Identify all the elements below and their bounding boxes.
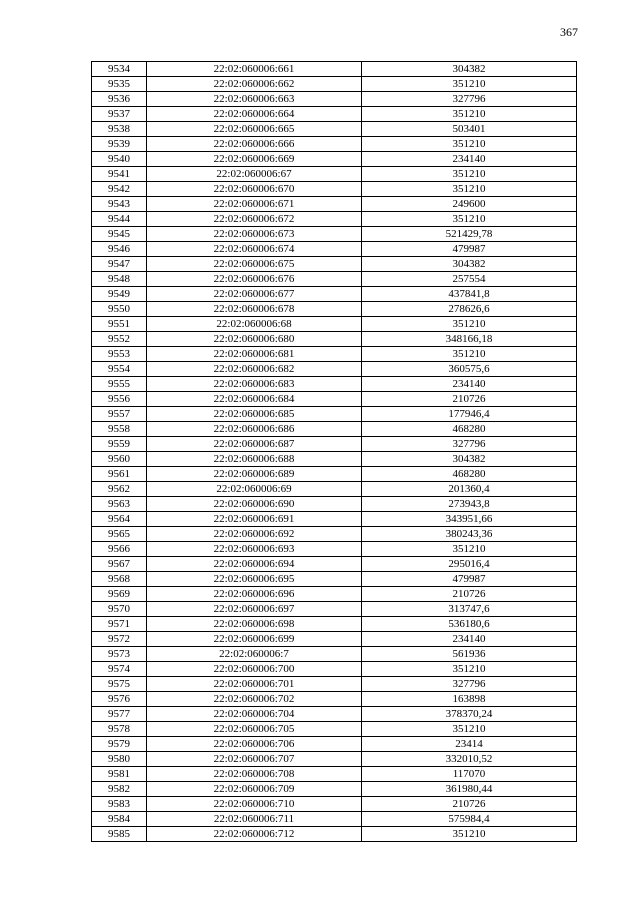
table-row xyxy=(92,167,577,182)
row-number-cell: 9556 xyxy=(92,392,147,407)
table-row xyxy=(92,212,577,227)
value-cell: 163898 xyxy=(362,692,577,707)
table-row xyxy=(92,332,577,347)
cadastral-number-cell: 22:02:060006:677 xyxy=(147,287,362,302)
cadastral-number-cell: 22:02:060006:674 xyxy=(147,242,362,257)
table-row xyxy=(92,722,577,737)
table-row xyxy=(92,197,577,212)
value-cell: 351210 xyxy=(362,167,577,182)
row-number-cell: 9565 xyxy=(92,527,147,542)
cadastral-number-cell: 22:02:060006:680 xyxy=(147,332,362,347)
cadastral-number-cell: 22:02:060006:661 xyxy=(147,62,362,77)
table-row xyxy=(92,692,577,707)
value-cell: 468280 xyxy=(362,467,577,482)
cadastral-number-cell: 22:02:060006:711 xyxy=(147,812,362,827)
table-row xyxy=(92,497,577,512)
table-row xyxy=(92,347,577,362)
row-number-cell: 9539 xyxy=(92,137,147,152)
cadastral-number-cell: 22:02:060006:681 xyxy=(147,347,362,362)
table-row xyxy=(92,512,577,527)
value-cell: 210726 xyxy=(362,392,577,407)
row-number-cell: 9574 xyxy=(92,662,147,677)
cadastral-number-cell: 22:02:060006:694 xyxy=(147,557,362,572)
value-cell: 327796 xyxy=(362,92,577,107)
cadastral-number-cell: 22:02:060006:68 xyxy=(147,317,362,332)
table-row xyxy=(92,392,577,407)
row-number-cell: 9563 xyxy=(92,497,147,512)
value-cell: 295016,4 xyxy=(362,557,577,572)
table-row xyxy=(92,782,577,797)
table-row xyxy=(92,137,577,152)
cadastral-number-cell: 22:02:060006:673 xyxy=(147,227,362,242)
cadastral-number-cell: 22:02:060006:686 xyxy=(147,422,362,437)
row-number-cell: 9575 xyxy=(92,677,147,692)
table-row xyxy=(92,812,577,827)
cadastral-number-cell: 22:02:060006:692 xyxy=(147,527,362,542)
cadastral-number-cell: 22:02:060006:671 xyxy=(147,197,362,212)
value-cell: 348166,18 xyxy=(362,332,577,347)
cadastral-number-cell: 22:02:060006:706 xyxy=(147,737,362,752)
value-cell: 561936 xyxy=(362,647,577,662)
row-number-cell: 9544 xyxy=(92,212,147,227)
row-number-cell: 9536 xyxy=(92,92,147,107)
cadastral-number-cell: 22:02:060006:670 xyxy=(147,182,362,197)
cadastral-number-cell: 22:02:060006:705 xyxy=(147,722,362,737)
table-row xyxy=(92,257,577,272)
row-number-cell: 9578 xyxy=(92,722,147,737)
table-row xyxy=(92,227,577,242)
value-cell: 351210 xyxy=(362,137,577,152)
cadastral-number-cell: 22:02:060006:67 xyxy=(147,167,362,182)
value-cell: 536180,6 xyxy=(362,617,577,632)
cadastral-number-cell: 22:02:060006:709 xyxy=(147,782,362,797)
row-number-cell: 9545 xyxy=(92,227,147,242)
table-row xyxy=(92,632,577,647)
value-cell: 257554 xyxy=(362,272,577,287)
row-number-cell: 9538 xyxy=(92,122,147,137)
value-cell: 327796 xyxy=(362,437,577,452)
row-number-cell: 9558 xyxy=(92,422,147,437)
row-number-cell: 9543 xyxy=(92,197,147,212)
table-row xyxy=(92,797,577,812)
row-number-cell: 9580 xyxy=(92,752,147,767)
row-number-cell: 9557 xyxy=(92,407,147,422)
row-number-cell: 9568 xyxy=(92,572,147,587)
cadastral-number-cell: 22:02:060006:704 xyxy=(147,707,362,722)
row-number-cell: 9573 xyxy=(92,647,147,662)
cadastral-number-cell: 22:02:060006:7 xyxy=(147,647,362,662)
table-row xyxy=(92,272,577,287)
cadastral-number-cell: 22:02:060006:672 xyxy=(147,212,362,227)
table-row xyxy=(92,737,577,752)
value-cell: 360575,6 xyxy=(362,362,577,377)
row-number-cell: 9577 xyxy=(92,707,147,722)
row-number-cell: 9540 xyxy=(92,152,147,167)
row-number-cell: 9553 xyxy=(92,347,147,362)
table-row xyxy=(92,527,577,542)
row-number-cell: 9546 xyxy=(92,242,147,257)
table-row xyxy=(92,557,577,572)
row-number-cell: 9559 xyxy=(92,437,147,452)
row-number-cell: 9550 xyxy=(92,302,147,317)
table-row xyxy=(92,122,577,137)
value-cell: 234140 xyxy=(362,632,577,647)
value-cell: 380243,36 xyxy=(362,527,577,542)
value-cell: 351210 xyxy=(362,77,577,92)
table-row xyxy=(92,287,577,302)
row-number-cell: 9582 xyxy=(92,782,147,797)
table-row xyxy=(92,62,577,77)
table-row xyxy=(92,467,577,482)
table-row xyxy=(92,572,577,587)
value-cell: 361980,44 xyxy=(362,782,577,797)
cadastral-number-cell: 22:02:060006:693 xyxy=(147,542,362,557)
cadastral-number-cell: 22:02:060006:690 xyxy=(147,497,362,512)
cadastral-number-cell: 22:02:060006:675 xyxy=(147,257,362,272)
cadastral-number-cell: 22:02:060006:710 xyxy=(147,797,362,812)
value-cell: 351210 xyxy=(362,107,577,122)
value-cell: 332010,52 xyxy=(362,752,577,767)
value-cell: 304382 xyxy=(362,452,577,467)
row-number-cell: 9581 xyxy=(92,767,147,782)
value-cell: 273943,8 xyxy=(362,497,577,512)
cadastral-number-cell: 22:02:060006:707 xyxy=(147,752,362,767)
value-cell: 351210 xyxy=(362,662,577,677)
page-number: 367 xyxy=(560,25,578,39)
row-number-cell: 9542 xyxy=(92,182,147,197)
value-cell: 378370,24 xyxy=(362,707,577,722)
table-row xyxy=(92,767,577,782)
value-cell: 468280 xyxy=(362,422,577,437)
cadastral-number-cell: 22:02:060006:69 xyxy=(147,482,362,497)
row-number-cell: 9567 xyxy=(92,557,147,572)
value-cell: 351210 xyxy=(362,347,577,362)
row-number-cell: 9551 xyxy=(92,317,147,332)
value-cell: 575984,4 xyxy=(362,812,577,827)
value-cell: 23414 xyxy=(362,737,577,752)
table-row xyxy=(92,617,577,632)
cadastral-number-cell: 22:02:060006:662 xyxy=(147,77,362,92)
table-row xyxy=(92,422,577,437)
row-number-cell: 9576 xyxy=(92,692,147,707)
table-row xyxy=(92,242,577,257)
row-number-cell: 9535 xyxy=(92,77,147,92)
value-cell: 351210 xyxy=(362,317,577,332)
row-number-cell: 9534 xyxy=(92,62,147,77)
value-cell: 234140 xyxy=(362,152,577,167)
cadastral-number-cell: 22:02:060006:696 xyxy=(147,587,362,602)
table-row xyxy=(92,452,577,467)
row-number-cell: 9555 xyxy=(92,377,147,392)
row-number-cell: 9585 xyxy=(92,827,147,842)
row-number-cell: 9566 xyxy=(92,542,147,557)
row-number-cell: 9548 xyxy=(92,272,147,287)
value-cell: 521429,78 xyxy=(362,227,577,242)
row-number-cell: 9554 xyxy=(92,362,147,377)
value-cell: 210726 xyxy=(362,797,577,812)
row-number-cell: 9547 xyxy=(92,257,147,272)
cadastral-number-cell: 22:02:060006:701 xyxy=(147,677,362,692)
cadastral-number-cell: 22:02:060006:697 xyxy=(147,602,362,617)
table-row xyxy=(92,827,577,842)
table-row xyxy=(92,602,577,617)
value-cell: 201360,4 xyxy=(362,482,577,497)
table-row xyxy=(92,407,577,422)
cadastral-number-cell: 22:02:060006:708 xyxy=(147,767,362,782)
value-cell: 278626,6 xyxy=(362,302,577,317)
cadastral-number-cell: 22:02:060006:666 xyxy=(147,137,362,152)
table-row xyxy=(92,677,577,692)
value-cell: 210726 xyxy=(362,587,577,602)
cadastral-number-cell: 22:02:060006:684 xyxy=(147,392,362,407)
value-cell: 117070 xyxy=(362,767,577,782)
value-cell: 313747,6 xyxy=(362,602,577,617)
table-row xyxy=(92,362,577,377)
cadastral-number-cell: 22:02:060006:663 xyxy=(147,92,362,107)
table-row xyxy=(92,182,577,197)
cadastral-number-cell: 22:02:060006:688 xyxy=(147,452,362,467)
table-body xyxy=(92,62,577,842)
row-number-cell: 9572 xyxy=(92,632,147,647)
cadastral-number-cell: 22:02:060006:700 xyxy=(147,662,362,677)
value-cell: 234140 xyxy=(362,377,577,392)
table-row xyxy=(92,107,577,122)
cadastral-number-cell: 22:02:060006:687 xyxy=(147,437,362,452)
cadastral-number-cell: 22:02:060006:691 xyxy=(147,512,362,527)
table-row xyxy=(92,152,577,167)
cadastral-number-cell: 22:02:060006:664 xyxy=(147,107,362,122)
table-row xyxy=(92,647,577,662)
value-cell: 343951,66 xyxy=(362,512,577,527)
value-cell: 351210 xyxy=(362,212,577,227)
row-number-cell: 9569 xyxy=(92,587,147,602)
row-number-cell: 9552 xyxy=(92,332,147,347)
value-cell: 304382 xyxy=(362,257,577,272)
row-number-cell: 9537 xyxy=(92,107,147,122)
value-cell: 479987 xyxy=(362,242,577,257)
table-row xyxy=(92,752,577,767)
table-row xyxy=(92,587,577,602)
table-row xyxy=(92,437,577,452)
value-cell: 351210 xyxy=(362,542,577,557)
value-cell: 351210 xyxy=(362,827,577,842)
cadastral-number-cell: 22:02:060006:676 xyxy=(147,272,362,287)
row-number-cell: 9579 xyxy=(92,737,147,752)
cadastral-number-cell: 22:02:060006:702 xyxy=(147,692,362,707)
cadastral-number-cell: 22:02:060006:698 xyxy=(147,617,362,632)
table-row xyxy=(92,317,577,332)
cadastral-number-cell: 22:02:060006:695 xyxy=(147,572,362,587)
row-number-cell: 9561 xyxy=(92,467,147,482)
cadastral-table xyxy=(91,61,577,842)
row-number-cell: 9583 xyxy=(92,797,147,812)
cadastral-number-cell: 22:02:060006:683 xyxy=(147,377,362,392)
cadastral-number-cell: 22:02:060006:682 xyxy=(147,362,362,377)
row-number-cell: 9560 xyxy=(92,452,147,467)
value-cell: 304382 xyxy=(362,62,577,77)
table-row xyxy=(92,482,577,497)
cadastral-number-cell: 22:02:060006:699 xyxy=(147,632,362,647)
table-row xyxy=(92,92,577,107)
cadastral-number-cell: 22:02:060006:712 xyxy=(147,827,362,842)
row-number-cell: 9564 xyxy=(92,512,147,527)
value-cell: 327796 xyxy=(362,677,577,692)
row-number-cell: 9541 xyxy=(92,167,147,182)
value-cell: 437841,8 xyxy=(362,287,577,302)
row-number-cell: 9549 xyxy=(92,287,147,302)
cadastral-number-cell: 22:02:060006:685 xyxy=(147,407,362,422)
value-cell: 479987 xyxy=(362,572,577,587)
row-number-cell: 9584 xyxy=(92,812,147,827)
table-row xyxy=(92,662,577,677)
row-number-cell: 9570 xyxy=(92,602,147,617)
value-cell: 351210 xyxy=(362,722,577,737)
table-row xyxy=(92,302,577,317)
table-row xyxy=(92,377,577,392)
row-number-cell: 9562 xyxy=(92,482,147,497)
row-number-cell: 9571 xyxy=(92,617,147,632)
value-cell: 249600 xyxy=(362,197,577,212)
value-cell: 503401 xyxy=(362,122,577,137)
value-cell: 177946,4 xyxy=(362,407,577,422)
table-row xyxy=(92,77,577,92)
value-cell: 351210 xyxy=(362,182,577,197)
cadastral-number-cell: 22:02:060006:689 xyxy=(147,467,362,482)
cadastral-number-cell: 22:02:060006:665 xyxy=(147,122,362,137)
cadastral-number-cell: 22:02:060006:669 xyxy=(147,152,362,167)
cadastral-number-cell: 22:02:060006:678 xyxy=(147,302,362,317)
table-row xyxy=(92,707,577,722)
table-row xyxy=(92,542,577,557)
